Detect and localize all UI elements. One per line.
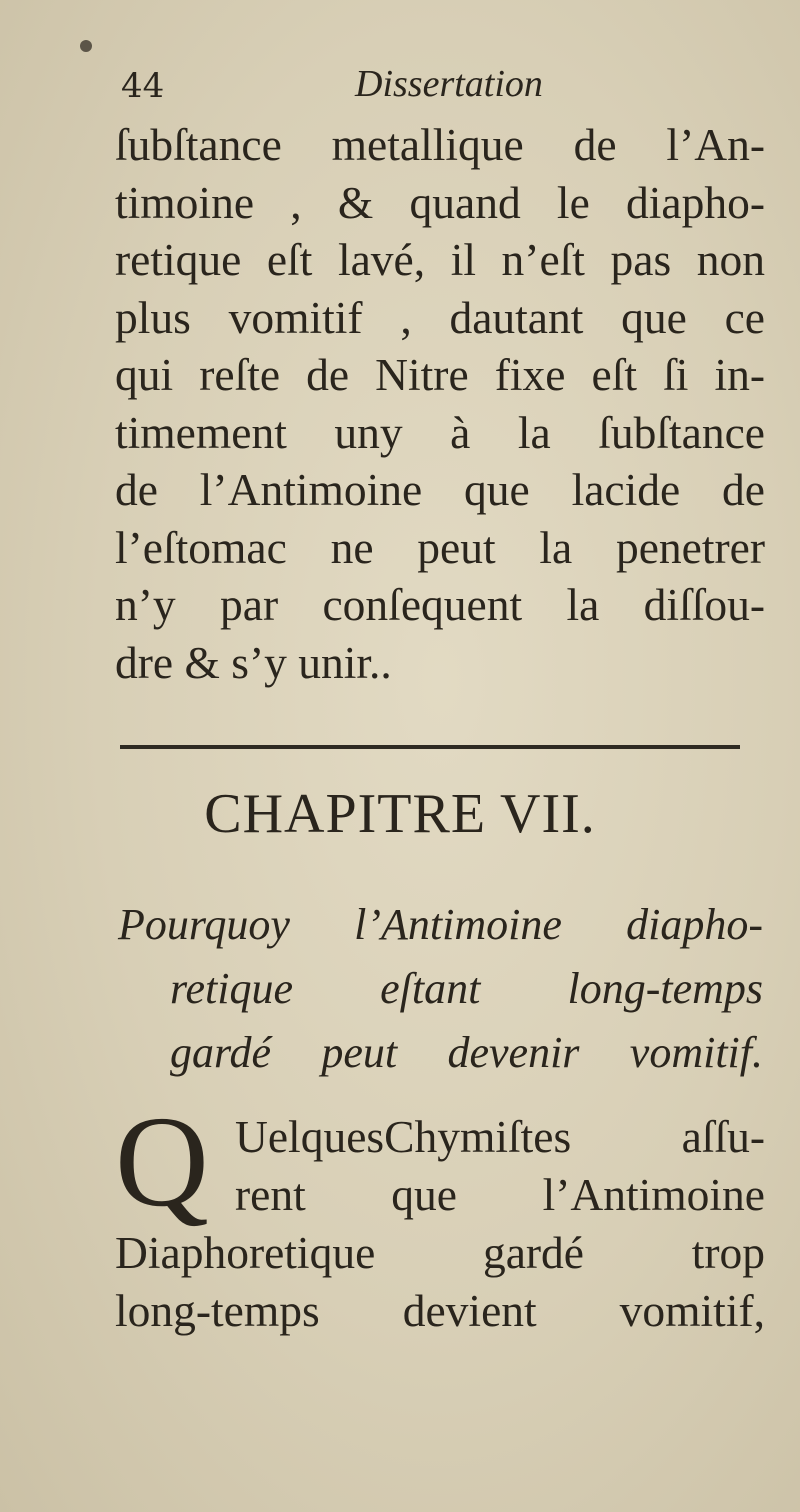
section-rule	[120, 745, 740, 749]
subtitle-line: Pourquoy l’Antimoine diapho-	[118, 900, 763, 949]
text-line: de l’Antimoine que lacide de	[115, 464, 765, 515]
text-line: ſubſtance metallique de l’An-	[115, 119, 765, 170]
text-line: Diaphoretique gardé trop	[115, 1227, 765, 1278]
drop-cap: Q	[115, 1090, 209, 1234]
page-number: 44	[121, 66, 165, 106]
text-line: rent que l’Antimoine	[235, 1169, 765, 1220]
body-text	[115, 116, 765, 691]
page-header	[115, 62, 765, 122]
ink-spot	[80, 40, 92, 52]
text-line: long-temps devient vomitif,	[115, 1285, 765, 1336]
chapter-heading: CHAPITRE VII.	[204, 783, 596, 845]
text-line: timoine , & quand le diapho-	[115, 176, 765, 228]
text-line: qui reſte de Nitre fixe eſt ſi in-	[115, 349, 765, 400]
subtitle-line: gardé peut devenir vomitif.	[170, 1028, 763, 1077]
text-line: n’y par conſequent la diſſou-	[115, 579, 765, 630]
text-line: UelquesChymiſtes aſſu-	[235, 1111, 765, 1162]
chapter-paragraph	[115, 1090, 765, 1340]
running-title: Dissertation	[355, 63, 543, 105]
subtitle-line: retique eſtant long-temps	[170, 964, 763, 1013]
text-line: retique eſt lavé, il n’eſt pas non	[115, 234, 765, 285]
text-line: l’eſtomac ne peut la penetrer	[115, 521, 765, 573]
text-line: plus vomitif , dautant que ce	[115, 291, 765, 343]
chapter-subtitle	[118, 893, 763, 1085]
text-line: timement uny à la ſubſtance	[115, 406, 765, 458]
text-line: dre & s’y unir..	[115, 636, 392, 688]
